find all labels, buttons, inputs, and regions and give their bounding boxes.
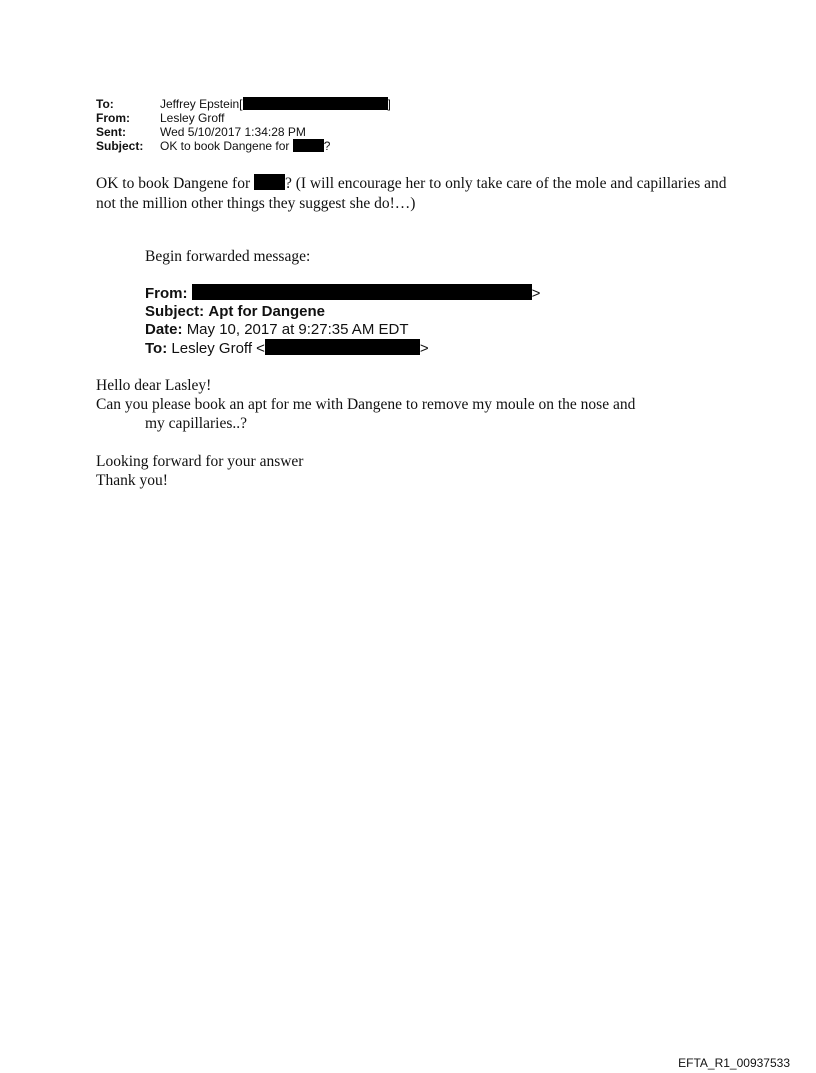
subject-label: Subject: [96,139,144,153]
message-closing: Looking forward for your answer [96,453,304,470]
to-close: ] [387,97,391,111]
email-body [96,174,736,214]
forwarded-intro: Begin forwarded message: [145,248,311,265]
from-value: Lesley Groff [160,111,225,125]
message-spacer [96,433,696,452]
to-value: Jeffrey Epstein[ [160,97,243,111]
header-sent-row [96,125,391,139]
body-line-start: OK to book Dangene for [96,175,251,192]
redaction-box [192,284,532,300]
fwd-to-row [145,339,540,358]
sent-value: Wed 5/10/2017 1:34:28 PM [160,125,306,139]
fwd-from-label: From: [145,285,188,302]
forwarded-message-body [96,376,696,490]
fwd-from-row [145,284,540,303]
body-line-rest: ? (I will encourage her to only take care of the mole and capillaries and not the million other things they suggest she do!…) [96,175,727,212]
fwd-to-end: > [419,340,429,357]
fwd-date-label: Date: [145,321,183,338]
redaction-box [265,339,420,355]
document-id: EFTA_R1_00937533 [678,1056,790,1070]
subject-value: OK to book Dangene for [160,139,290,153]
redaction-box [293,139,324,152]
header-to-row [96,97,391,111]
fwd-date-value: May 10, 2017 at 9:27:35 AM EDT [186,321,409,338]
header-subject-row [96,139,391,153]
redaction-box [254,174,285,190]
from-label: From: [96,111,130,125]
message-line-continued: my capillaries..? [145,415,247,432]
fwd-date-row [145,321,540,339]
header-from-row [96,111,391,125]
fwd-to-value: Lesley Groff < [171,340,265,357]
subject-end: ? [323,139,331,153]
redaction-box [243,97,388,110]
fwd-from-end: > [531,285,541,302]
email-header [96,97,391,153]
message-greeting: Hello dear Lasley! [96,377,212,394]
sent-label: Sent: [96,125,126,139]
message-line: Can you please book an apt for me with Dangene to remove my moule on the nose and [96,396,636,413]
message-signoff: Thank you! [96,472,168,489]
fwd-subject-value: Apt for Dangene [208,303,326,320]
fwd-subject-row [145,303,540,321]
fwd-to-label: To: [145,340,168,357]
fwd-subject-label: Subject: [145,303,205,320]
to-label: To: [96,97,114,111]
forwarded-headers [145,284,540,358]
